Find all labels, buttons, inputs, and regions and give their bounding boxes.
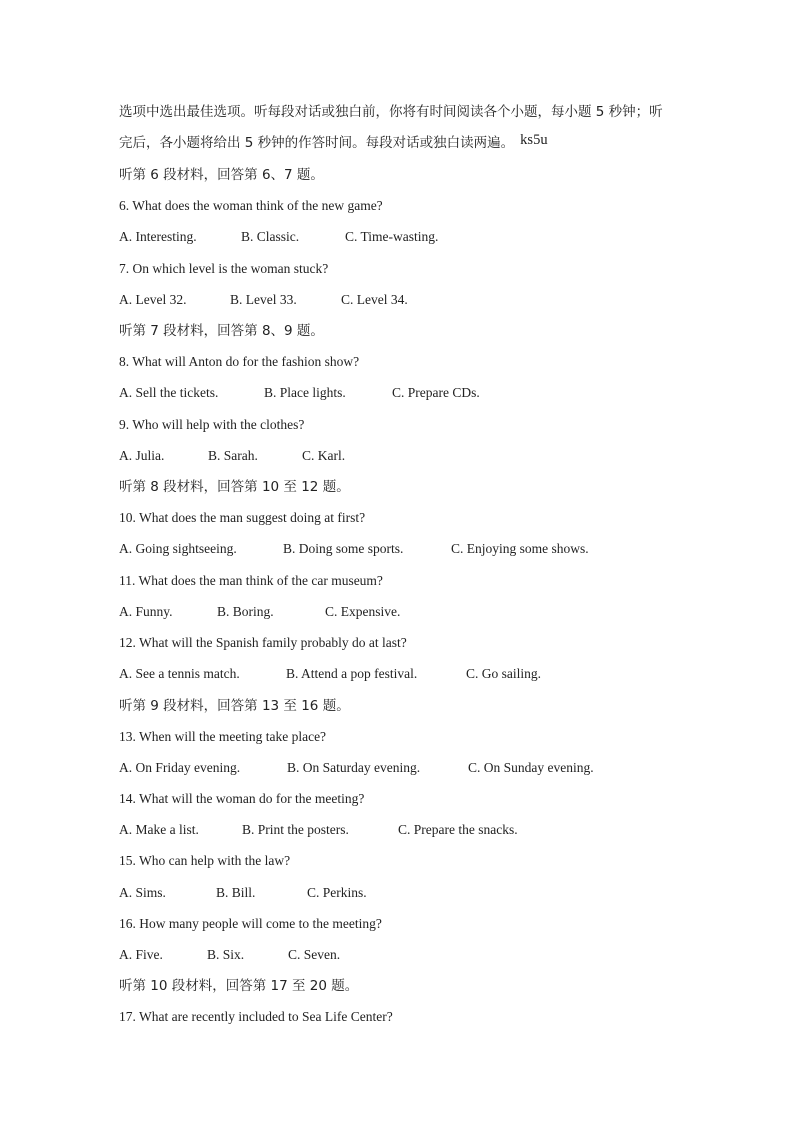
- option-11-a: A. Funny.: [119, 604, 173, 619]
- option-16-c: C. Seven.: [288, 947, 341, 962]
- option-14-c: C. Prepare the snacks.: [398, 822, 518, 837]
- options-7: [119, 291, 408, 309]
- instructions-line-1: 选项中选出最佳选项。听每段对话或独白前，你将有时间阅读各个小题，每小题 5 秒钟；听: [119, 104, 663, 120]
- options-13: [119, 759, 594, 777]
- question-14: 14. What will the woman do for the meeting?: [119, 791, 365, 806]
- option-6-c: C. Time-wasting.: [345, 229, 439, 244]
- options-12: [119, 665, 541, 683]
- options-15: [119, 884, 367, 902]
- options-6: [119, 228, 438, 246]
- section-heading-6: 听第 6 段材料，回答第 6、7 题。: [119, 167, 324, 183]
- question-8: 8. What will Anton do for the fashion show?: [119, 354, 360, 369]
- options-9: [119, 447, 345, 465]
- option-7-c: C. Level 34.: [341, 292, 408, 307]
- section-heading-8: 听第 8 段材料，回答第 10 至 12 题。: [119, 479, 350, 495]
- question-10: 10. What does the man suggest doing at first?: [119, 510, 366, 525]
- option-16-b: B. Six.: [207, 947, 245, 962]
- option-10-c: C. Enjoying some shows.: [451, 541, 589, 556]
- option-11-b: B. Boring.: [217, 604, 274, 619]
- option-14-b: B. Print the posters.: [242, 822, 349, 837]
- option-9-b: B. Sarah.: [208, 448, 258, 463]
- option-16-a: A. Five.: [119, 947, 163, 962]
- option-8-c: C. Prepare CDs.: [392, 385, 480, 400]
- option-8-b: B. Place lights.: [264, 385, 346, 400]
- option-8-a: A. Sell the tickets.: [119, 385, 219, 400]
- section-heading-7: 听第 7 段材料，回答第 8、9 题。: [119, 323, 324, 339]
- section-heading-9: 听第 9 段材料，回答第 13 至 16 题。: [119, 698, 350, 714]
- option-11-c: C. Expensive.: [325, 604, 401, 619]
- option-7-a: A. Level 32.: [119, 292, 187, 307]
- option-10-b: B. Doing some sports.: [283, 541, 404, 556]
- question-9: 9. Who will help with the clothes?: [119, 417, 305, 432]
- option-10-a: A. Going sightseeing.: [119, 541, 237, 556]
- instructions-line-2-text: 完后，各小题将给出 5 秒钟的作答时间。每段对话或独白读两遍。: [119, 135, 515, 151]
- option-12-b: B. Attend a pop festival.: [286, 666, 418, 681]
- option-13-b: B. On Saturday evening.: [287, 760, 421, 775]
- option-6-a: A. Interesting.: [119, 229, 197, 244]
- question-15: 15. Who can help with the law?: [119, 853, 291, 868]
- options-8: [119, 384, 480, 402]
- section-heading-10: 听第 10 段材料，回答第 17 至 20 题。: [119, 978, 359, 994]
- watermark-ks5u: ks5u: [520, 132, 548, 148]
- option-15-c: C. Perkins.: [307, 885, 367, 900]
- option-7-b: B. Level 33.: [230, 292, 297, 307]
- option-13-c: C. On Sunday evening.: [468, 760, 594, 775]
- option-15-a: A. Sims.: [119, 885, 166, 900]
- option-13-a: A. On Friday evening.: [119, 760, 241, 775]
- option-14-a: A. Make a list.: [119, 822, 199, 837]
- question-16: 16. How many people will come to the meeting?: [119, 916, 382, 931]
- option-6-b: B. Classic.: [241, 229, 300, 244]
- options-14: [119, 821, 518, 839]
- question-12: 12. What will the Spanish family probably do at last?: [119, 635, 407, 650]
- option-9-a: A. Julia.: [119, 448, 165, 463]
- option-12-a: A. See a tennis match.: [119, 666, 240, 681]
- option-9-c: C. Karl.: [302, 448, 346, 463]
- instructions-line-2: [119, 134, 548, 152]
- option-15-b: B. Bill.: [216, 885, 256, 900]
- question-13: 13. When will the meeting take place?: [119, 729, 327, 744]
- question-17: 17. What are recently included to Sea Life Center?: [119, 1009, 393, 1024]
- question-7: 7. On which level is the woman stuck?: [119, 261, 329, 276]
- question-6: 6. What does the woman think of the new game?: [119, 198, 383, 213]
- option-12-c: C. Go sailing.: [466, 666, 542, 681]
- options-16: [119, 946, 340, 964]
- options-10: [119, 540, 589, 558]
- options-11: [119, 603, 400, 621]
- question-11: 11. What does the man think of the car museum?: [119, 573, 383, 588]
